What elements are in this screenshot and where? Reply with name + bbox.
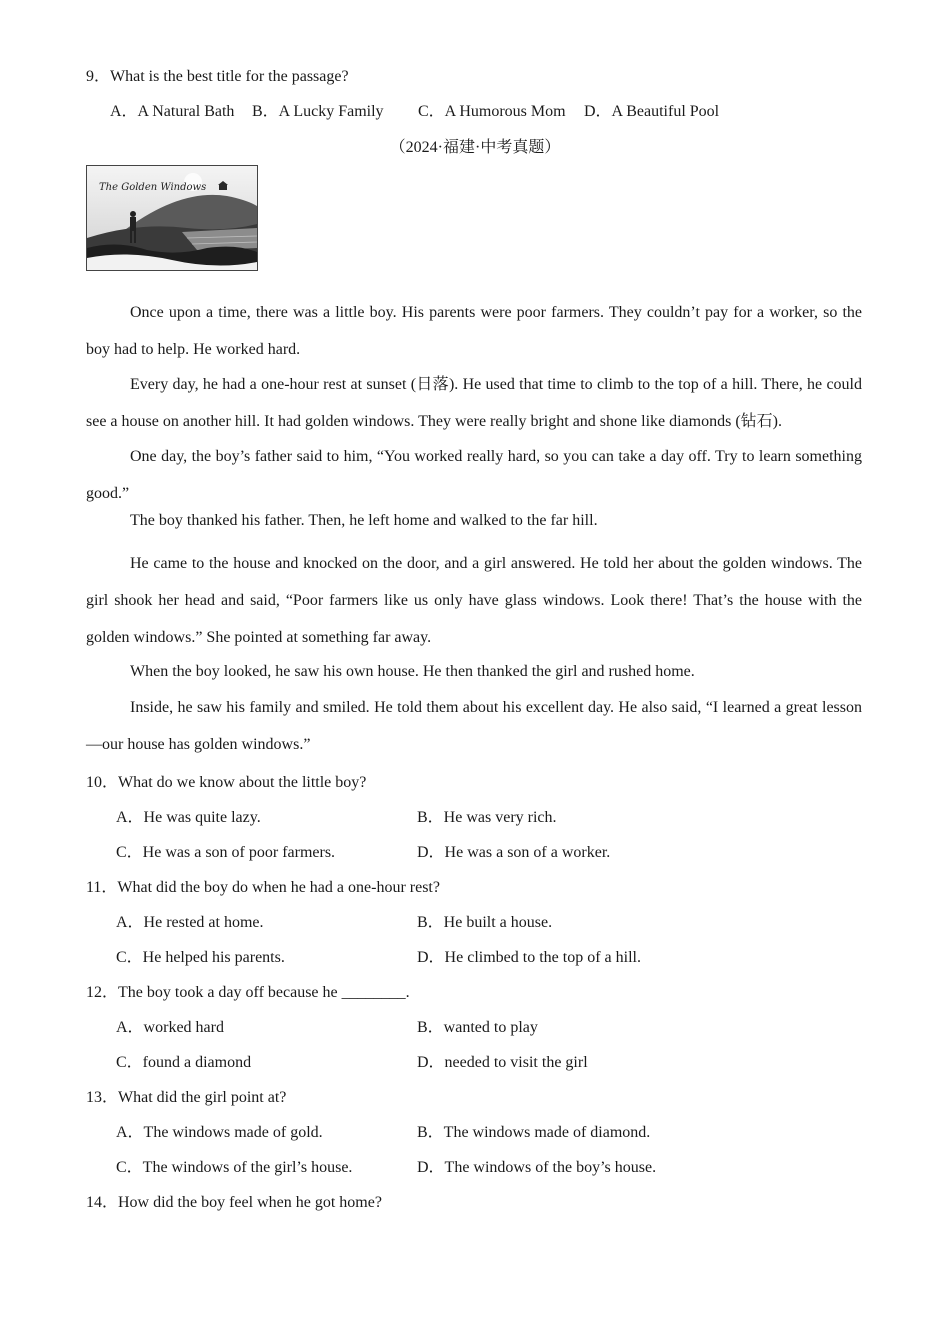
q10-option-a: A．He was quite lazy. xyxy=(116,809,261,826)
passage-paragraph-5: He came to the house and knocked on the door, and a girl answered. He told her about the golden windows. The girl shook her head and said, “Poor farmers like us only have glass windows. Look there! That’s the house with the golden windows.” She pointed at something far away. xyxy=(86,555,862,646)
q12-option-d: D．needed to visit the girl xyxy=(417,1054,588,1071)
illustration-caption: The Golden Windows xyxy=(99,182,207,193)
q11-option-a: A．He rested at home. xyxy=(116,914,264,931)
passage-paragraph-4: The boy thanked his father. Then, he left home and walked to the far hill. xyxy=(130,512,598,529)
q13-option-c: C．The windows of the girl’s house. xyxy=(116,1159,353,1176)
q13-option-a: A．The windows made of gold. xyxy=(116,1124,323,1141)
question-10-stem: 10．What do we know about the little boy? xyxy=(86,774,367,791)
source-label: （2024·福建·中考真题） xyxy=(389,139,561,156)
q9-option-c: C．A Humorous Mom xyxy=(418,103,566,120)
question-13-stem: 13．What did the girl point at? xyxy=(86,1089,287,1106)
passage-paragraph-6: When the boy looked, he saw his own house. He then thanked the girl and rushed home. xyxy=(130,663,695,680)
question-11-stem: 11．What did the boy do when he had a one-hour rest? xyxy=(86,879,440,896)
q9-option-a: A．A Natural Bath xyxy=(110,103,235,120)
story-illustration xyxy=(86,165,258,271)
passage-paragraph-3: One day, the boy’s father said to him, “You worked really hard, so you can take a day off. Try to learn something good.” xyxy=(86,448,862,502)
question-9-stem: 9．What is the best title for the passage? xyxy=(86,68,349,85)
passage-paragraph-2: Every day, he had a one-hour rest at sunset (日落). He used that time to climb to the top of a hill. There, he could see a house on another hill. It had golden windows. They were really bright and shone like diamonds (钻石). xyxy=(86,376,862,430)
q11-option-d: D．He climbed to the top of a hill. xyxy=(417,949,641,966)
q10-option-b: B．He was very rich. xyxy=(417,809,557,826)
passage-paragraph-7: Inside, he saw his family and smiled. He told them about his excellent day. He also said, “I learned a great lesson—our house has golden windows.” xyxy=(86,699,862,753)
q13-option-d: D．The windows of the boy’s house. xyxy=(417,1159,657,1176)
q12-option-b: B．wanted to play xyxy=(417,1019,538,1036)
q13-option-b: B．The windows made of diamond. xyxy=(417,1124,651,1141)
q12-option-c: C．found a diamond xyxy=(116,1054,252,1071)
q9-option-d: D．A Beautiful Pool xyxy=(584,103,720,120)
q11-option-b: B．He built a house. xyxy=(417,914,553,931)
q12-option-a: A．worked hard xyxy=(116,1019,224,1036)
q10-option-d: D．He was a son of a worker. xyxy=(417,844,611,861)
q11-option-c: C．He helped his parents. xyxy=(116,949,285,966)
q9-option-b: B．A Lucky Family xyxy=(252,103,384,120)
question-12-stem: 12．The boy took a day off because he ________. xyxy=(86,984,410,1001)
q10-option-c: C．He was a son of poor farmers. xyxy=(116,844,336,861)
question-14-stem: 14．How did the boy feel when he got home? xyxy=(86,1194,382,1211)
passage-paragraph-1: Once upon a time, there was a little boy. His parents were poor farmers. They couldn’t pay for a worker, so the boy had to help. He worked hard. xyxy=(86,304,862,358)
